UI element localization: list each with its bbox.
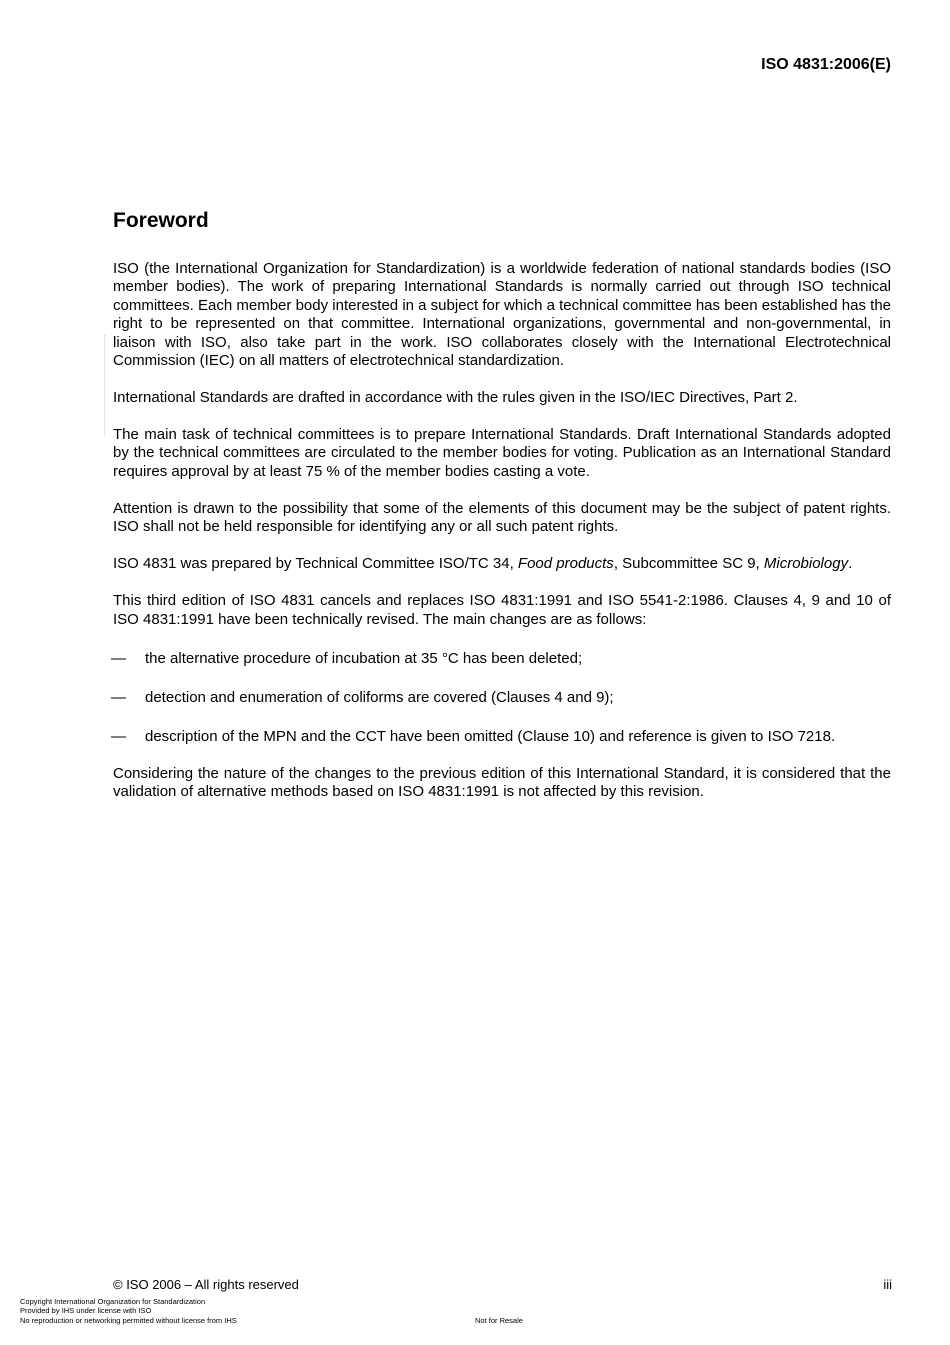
text: . <box>848 555 853 573</box>
page-number: iii <box>883 1277 892 1292</box>
rights-notice: © ISO 2006 – All rights reserved <box>113 1277 299 1292</box>
foreword-body <box>113 260 891 820</box>
list-item <box>113 650 891 668</box>
list-item-text: detection and enumeration of coliforms are covered (Clauses 4 and 9); <box>145 688 614 706</box>
reproduction-line: No reproduction or networking permitted without license from IHS <box>20 1316 237 1325</box>
copyright-line: Copyright International Organization for Standardization <box>20 1297 206 1306</box>
not-for-resale: Not for Resale <box>475 1316 523 1325</box>
prepared-paragraph <box>113 555 891 573</box>
paragraph: The main task of technical committees is to prepare International Standards. Draft International Standards adopted by the technical committees are circulated to the member bodies for voting. Publication as an International Standard requires approval by at least 75 % of the member bodies casting a vote. <box>113 426 891 480</box>
dash-bullet: — <box>111 688 126 706</box>
paragraph: This third edition of ISO 4831 cancels and replaces ISO 4831:1991 and ISO 5541-2:1986. Clauses 4, 9 and 10 of ISO 4831:1991 have been technically revised. The main changes are as follows: <box>113 592 891 628</box>
list-item <box>113 728 891 746</box>
dash-bullet: — <box>111 649 126 667</box>
list-item-text: the alternative procedure of incubation at 35 °C has been deleted; <box>145 649 583 667</box>
list-item <box>113 689 891 707</box>
margin-marks <box>104 335 106 435</box>
page-title: Foreword <box>113 209 209 232</box>
text: ISO 4831 was prepared by Technical Committee ISO/TC 34, <box>113 555 518 573</box>
paragraph: Attention is drawn to the possibility that some of the elements of this document may be the subject of patent rights. ISO shall not be held responsible for identifying any or all such patent rights. <box>113 499 891 536</box>
dash-bullet: — <box>111 727 126 745</box>
text: , Subcommittee SC 9, <box>613 555 764 573</box>
license-line: Provided by IHS under license with ISO <box>20 1306 152 1315</box>
document-id: ISO 4831:2006(E) <box>761 56 891 73</box>
subcommittee-name: Microbiology <box>763 555 849 573</box>
paragraph: Considering the nature of the changes to the previous edition of this International Standard, it is considered that the validation of alternative methods based on ISO 4831:1991 is not affected by this revision. <box>113 764 891 801</box>
committee-name: Food products <box>517 555 614 573</box>
paragraph: ISO (the International Organization for Standardization) is a worldwide federation of national standards bodies (ISO member bodies). The work of preparing International Standards is normally carried out through ISO technical committees. Each member body interested in a subject for which a technical committee has been established has the right to be represented on that committee. International organizations, governmental and non-governmental, in liaison with ISO, also take part in the work. ISO collaborates closely with the International Electrotechnical Commission (IEC) on all matters of electrotechnical standardization. <box>113 260 891 370</box>
paragraph: International Standards are drafted in accordance with the rules given in the ISO/IEC Directives, Part 2. <box>113 389 798 407</box>
list-item-text: description of the MPN and the CCT have been omitted (Clause 10) and reference is given to ISO 7218. <box>145 727 836 745</box>
